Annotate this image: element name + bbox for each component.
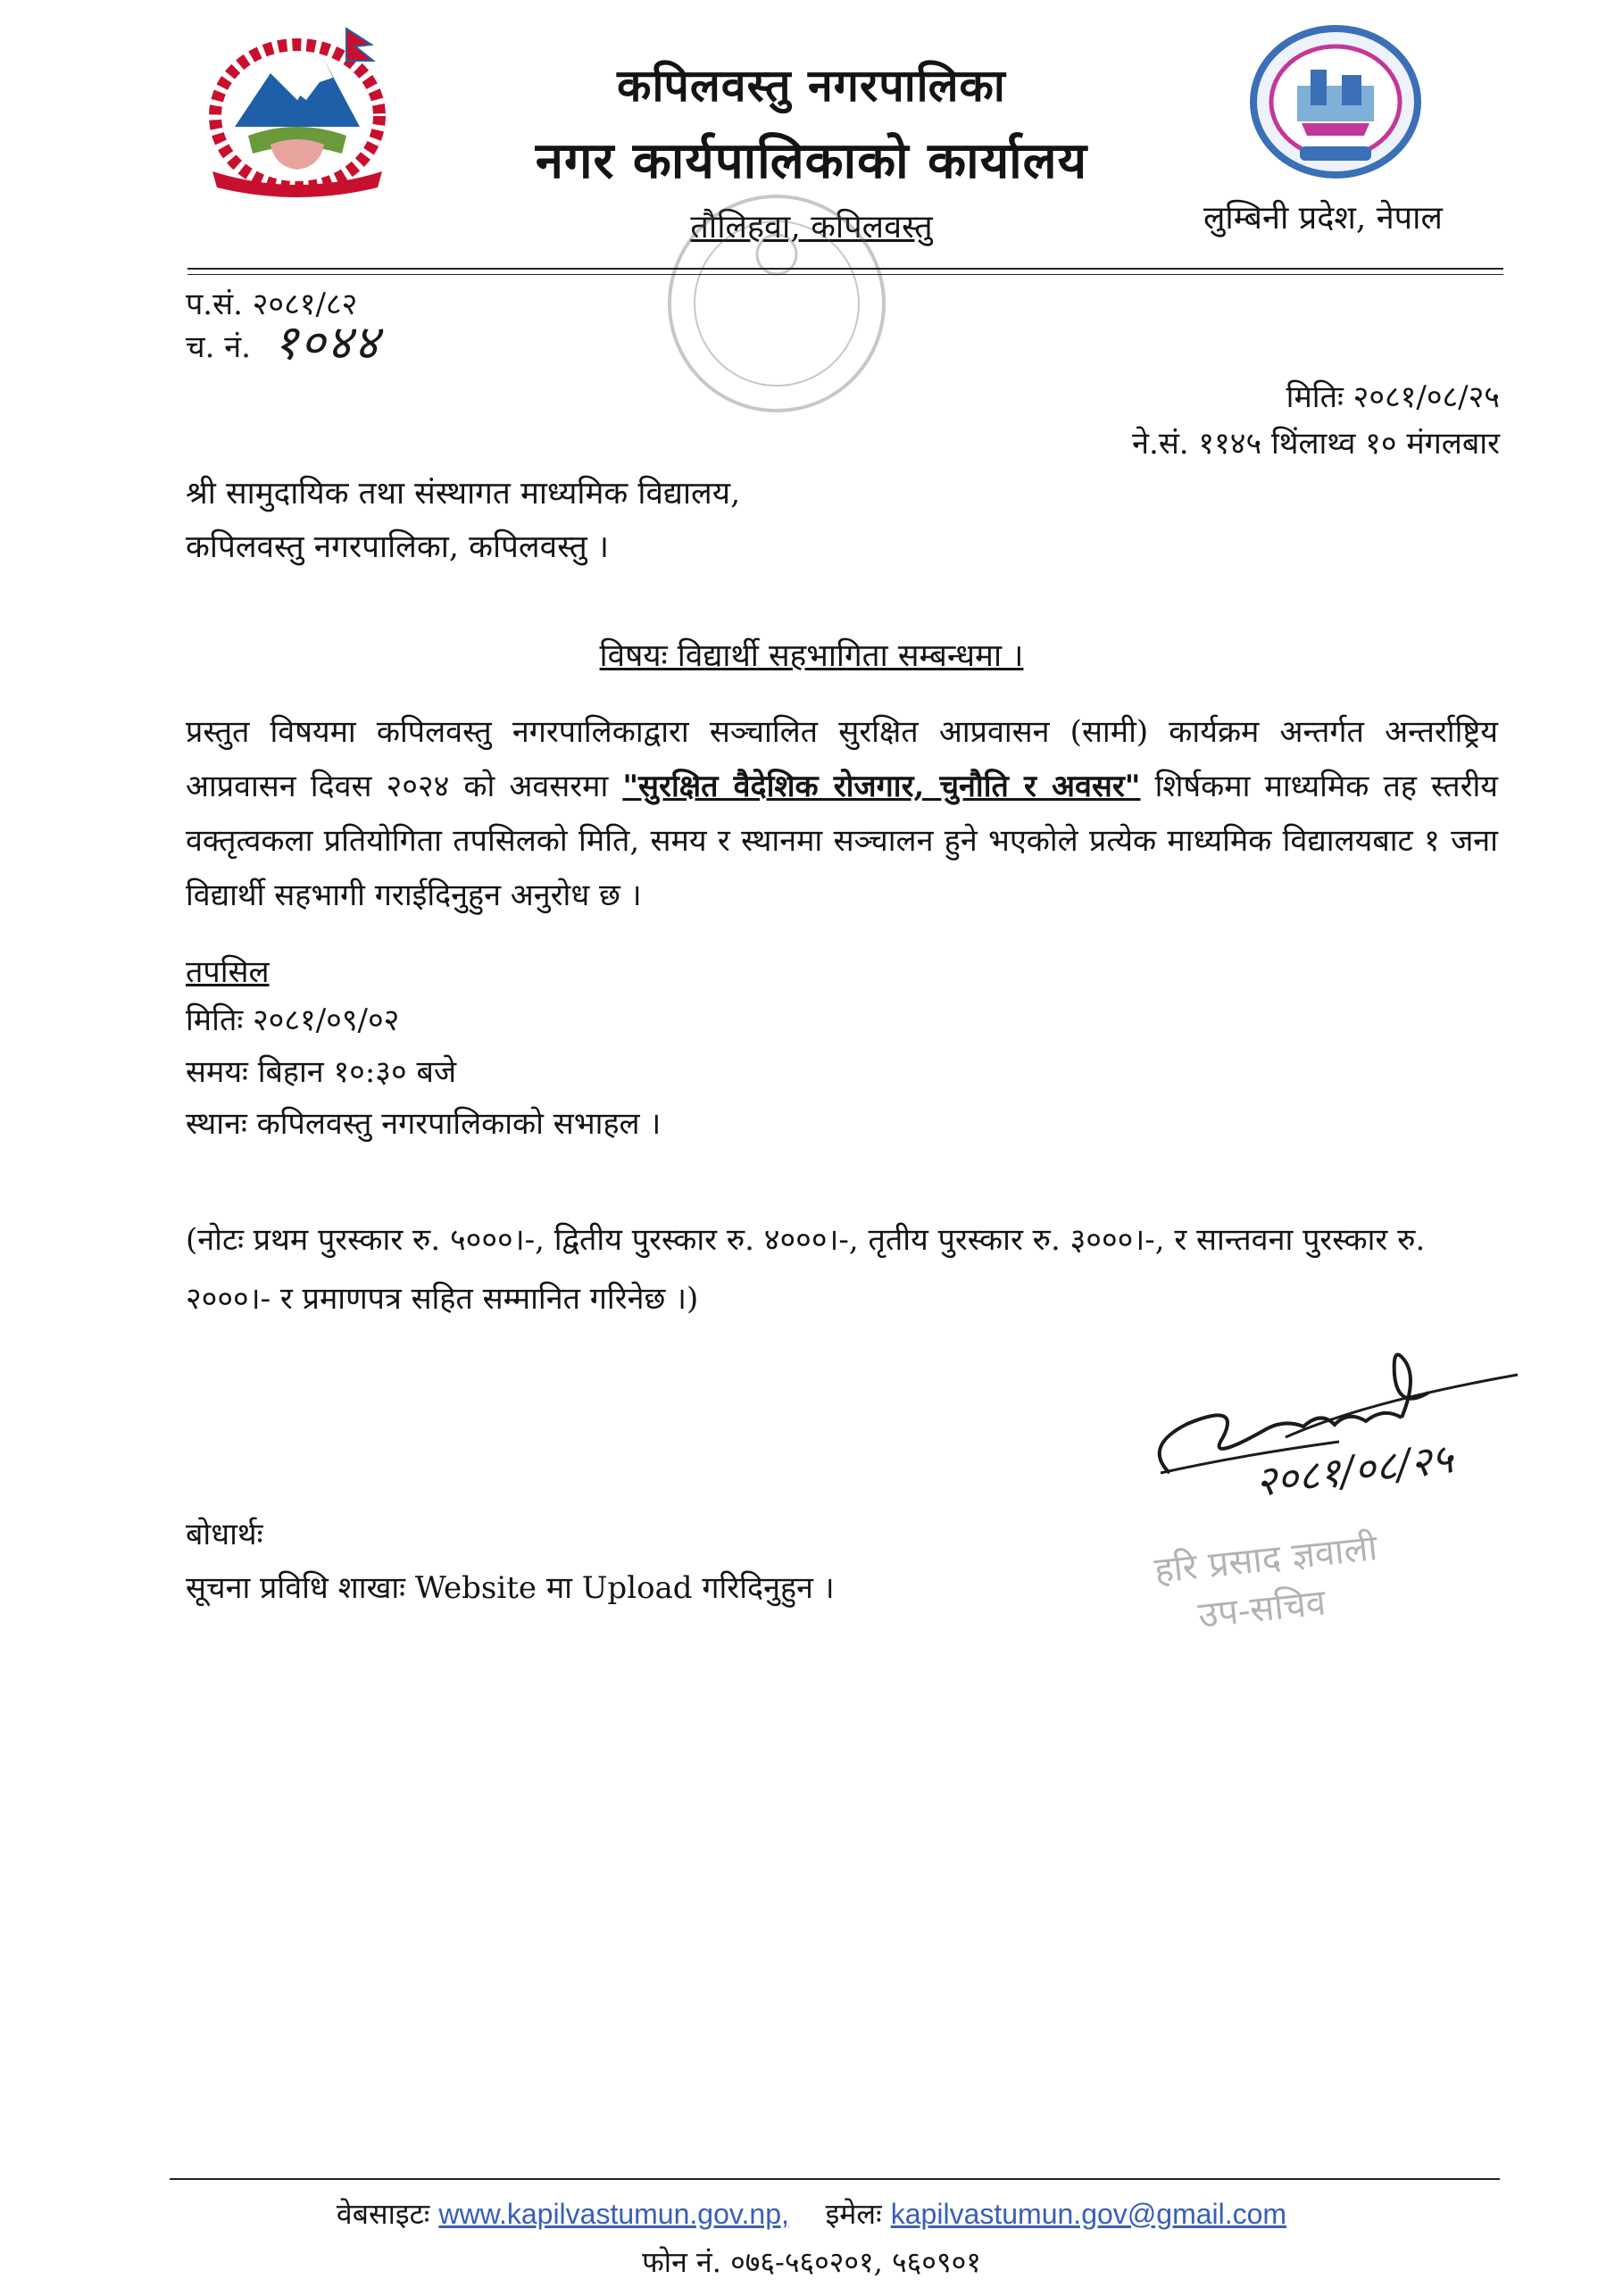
date-ns: ने.सं. ११४५ थिंलाथ्व १० मंगलबार bbox=[1132, 426, 1500, 462]
reference-number: प.सं. २०८१/८२ bbox=[186, 287, 358, 322]
header-divider-thin bbox=[187, 274, 1503, 275]
footer-phone: फोन नं. ०७६-५६०२०१, ५६०९०१ bbox=[642, 2245, 981, 2279]
body-paragraph bbox=[186, 705, 1498, 923]
details-time: समयः बिहान १०:३० बजे bbox=[186, 1054, 457, 1090]
cc-line: सूचना प्रविधि शाखाः Website मा Upload गरिदिनुहुन । bbox=[186, 1570, 835, 1606]
province-label: लुम्बिनी प्रदेश, नेपाल bbox=[1203, 200, 1443, 237]
dispatch-label: च. नं. bbox=[186, 329, 251, 365]
date-bs: मितिः २०८१/०८/२५ bbox=[1286, 379, 1500, 415]
recipient-line2: कपिलवस्तु नगरपालिका, कपिलवस्तु । bbox=[186, 529, 610, 565]
recipient-line1: श्री सामुदायिक तथा संस्थागत माध्यमिक विद्यालय, bbox=[186, 476, 741, 512]
details-venue: स्थानः कपिलवस्तु नगरपालिकाको सभाहल । bbox=[186, 1106, 662, 1142]
signer-title-stamp: उप-सचिव bbox=[1195, 1582, 1328, 1637]
subject-text: विषयः विद्यार्थी सहभागिता सम्बन्धमा । bbox=[599, 638, 1024, 674]
office-name: नगर कार्यपालिकाको कार्यालय bbox=[535, 131, 1088, 190]
email-label: इमेलः bbox=[825, 2197, 882, 2231]
website-link[interactable]: www.kapilvastumun.gov.np, bbox=[438, 2198, 789, 2230]
cc-label: बोधार्थः bbox=[186, 1517, 263, 1552]
prize-note: (नोटः प्रथम पुरस्कार रु. ५०००।-, द्वितीय पुरस्कार रु. ४०००।-, तृतीय पुरस्कार रु. ३०००।-, र सान्तवना पुरस्कार रु. २०००।- र प्रमाणपत्र सहित सम्मानित गरिनेछ ।) bbox=[186, 1222, 1426, 1317]
footer-divider bbox=[170, 2178, 1500, 2180]
signer-name-stamp: हरि प्रसाद ज्ञवाली bbox=[1152, 1527, 1379, 1593]
subject-line bbox=[0, 634, 1623, 676]
email-link[interactable]: kapilvastumun.gov@gmail.com bbox=[890, 2198, 1287, 2230]
signature-date: २०८१/०८/२५ bbox=[1253, 1434, 1456, 1507]
dispatch-number: १०४४ bbox=[273, 314, 381, 370]
details-heading: तपसिल bbox=[186, 954, 270, 990]
office-location: तौलिहवा, कपिलवस्तु bbox=[690, 209, 933, 245]
body-part1: प्रस्तुत विषयमा कपिलवस्तु नगरपालिकाद्वारा सञ्चालित सुरक्षित आप्रवासन (सामी) कार्यक्रम अन्तर्गत अन्तर्राष्ट्रिय आप्रवासन दिवस २०२४ को अवसरमा bbox=[186, 714, 1498, 804]
header-divider bbox=[187, 268, 1503, 270]
body-part2: शिर्षकमा माध्यमिक तह स्तरीय वक्तृत्वकला प्रतियोगिता तपसिलको मिति, समय र स्थानमा सञ्चालन हुने भएकोले प्रत्येक माध्यमिक विद्यालयबाट १ जना विद्यार्थी सहभागी गराईदिनुहुन अनुरोध छ । bbox=[186, 769, 1499, 913]
website-label: वेबसाइटः bbox=[336, 2197, 430, 2231]
body-bold-title: "सुरक्षित वैदेशिक रोजगार, चुनौति र अवसर" bbox=[622, 769, 1141, 804]
municipality-name: कपिलवस्तु नगरपालिका bbox=[617, 59, 1006, 112]
footer-contact bbox=[0, 2194, 1623, 2233]
details-date: मितिः २०८१/०९/०२ bbox=[186, 1002, 400, 1038]
office-stamp-icon bbox=[643, 170, 911, 437]
